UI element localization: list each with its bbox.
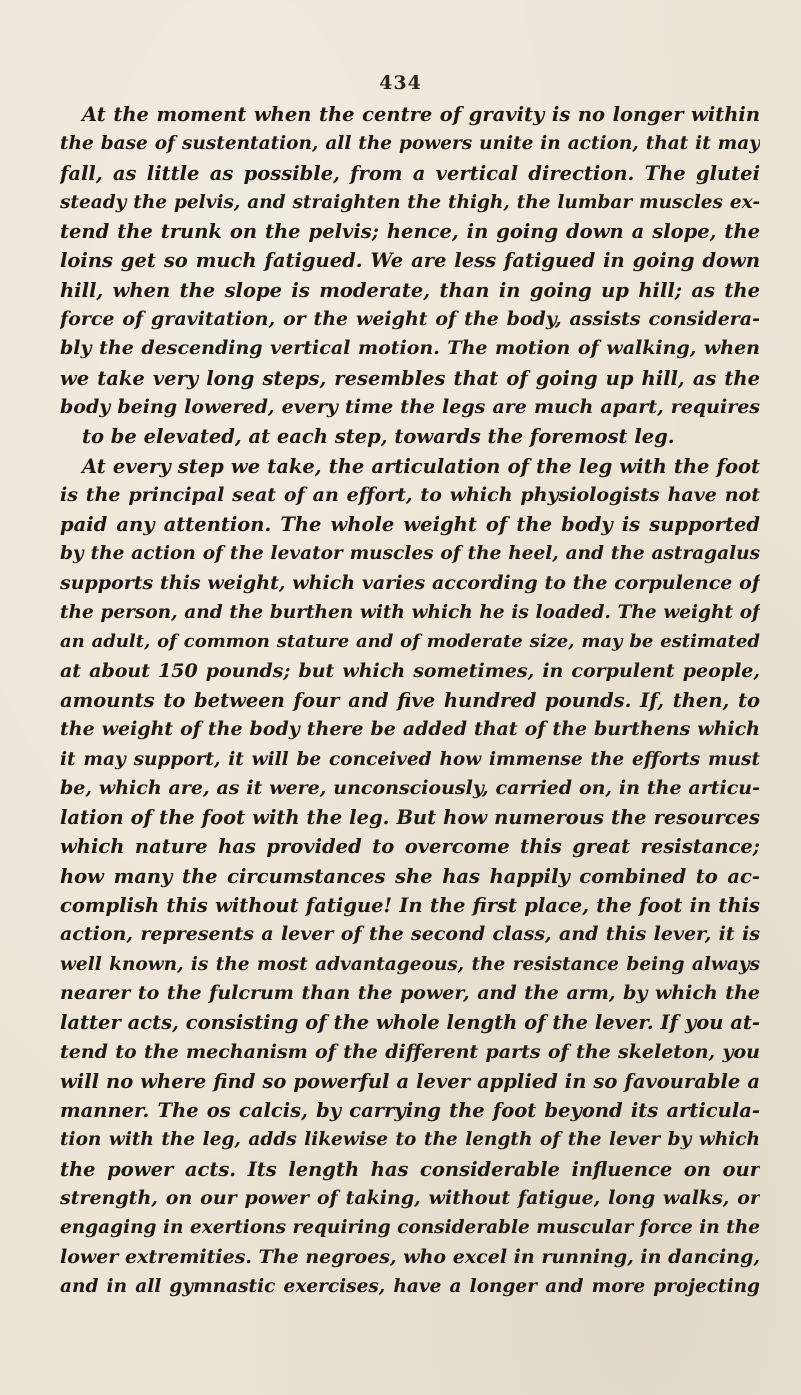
text-line: will no where find so powerful a lever applied in so favourable a	[60, 1069, 760, 1093]
text-line: the base of sustentation, all the powers unite in action, that it may	[60, 133, 760, 155]
text-line: by the action of the levator muscles of the heel, and the astragalus	[60, 543, 760, 565]
text-line: latter acts, consisting of the whole length of the lever. If you at-	[60, 1011, 760, 1035]
text-line: steady the pelvis, and straighten the thigh, the lumbar muscles ex-	[60, 191, 760, 213]
text-line: amounts to between four and five hundred pounds. If, then, to	[60, 688, 760, 712]
text-line: complish this without fatigue! In the first place, the foot in this	[60, 894, 760, 918]
text-line: fall, as little as possible, from a vertical direction. The glutei	[60, 161, 760, 185]
text-line: how many the circumstances she has happily combined to ac-	[60, 864, 760, 888]
text-line: lower extremities. The negroes, who excel in running, in dancing,	[60, 1245, 760, 1268]
text-line: hill, when the slope is moderate, than in going up hill; as the	[60, 278, 760, 302]
text-line: tion with the leg, adds likewise to the length of the lever by which	[60, 1129, 760, 1151]
text-line: lation of the foot with the leg. But how numerous the resources	[60, 806, 760, 830]
text-line: be, which are, as it were, unconsciously, carried on, in the articu-	[60, 776, 760, 799]
text-line: bly the descending vertical motion. The motion of walking, when	[60, 337, 760, 360]
text-line: supports this weight, which varies according to the corpulence of	[60, 571, 760, 594]
text-line: body being lowered, every time the legs are much apart, requires	[60, 395, 760, 418]
text-line: the power acts. Its length has considerable influence on our	[60, 1157, 760, 1181]
text-line: is the principal seat of an effort, to which physiologists have not	[60, 483, 760, 506]
page-number: 434	[379, 72, 422, 94]
text-line: loins get so much fatigued. We are less fatigued in going down	[60, 249, 760, 273]
text-line: paid any attention. The whole weight of the body is supported	[60, 513, 760, 537]
text-line: action, represents a lever of the second class, and this lever, it is	[60, 923, 760, 946]
text-line: nearer to the fulcrum than the power, and the arm, by which the	[60, 981, 760, 1004]
text-line: At every step we take, the articulation of the leg with the foot	[82, 454, 760, 478]
text-line: an adult, of common stature and of moderate size, may be estimated	[60, 631, 760, 653]
text-line: and in all gymnastic exercises, have a longer and more projecting	[60, 1275, 760, 1297]
text-line: to be elevated, at each step, towards the foremost leg.	[82, 425, 675, 449]
text-line: At the moment when the centre of gravity is no longer within	[82, 103, 760, 126]
text-line: engaging in exertions requiring considerable muscular force in the	[60, 1217, 760, 1239]
body-text	[60, 100, 760, 1301]
text-line: well known, is the most advantageous, the resistance being always	[60, 953, 760, 975]
text-line: at about 150 pounds; but which sometimes, in corpulent people,	[60, 659, 760, 682]
text-line: the person, and the burthen with which he is loaded. The weight of	[60, 602, 760, 624]
text-line: tend the trunk on the pelvis; hence, in going down a slope, the	[60, 220, 760, 244]
text-line: the weight of the body there be added that of the burthens which	[60, 718, 760, 741]
text-line: strength, on our power of taking, without fatigue, long walks, or	[60, 1186, 760, 1209]
text-line: it may support, it will be conceived how immense the efforts must	[60, 748, 760, 770]
text-line: we take very long steps, resembles that of going up hill, as the	[60, 366, 760, 390]
text-line: force of gravitation, or the weight of the body, assists considera-	[60, 308, 760, 331]
text-line: which nature has provided to overcome this great resistance;	[60, 835, 760, 859]
text-line: tend to the mechanism of the different parts of the skeleton, you	[60, 1040, 760, 1063]
text-line: manner. The os calcis, by carrying the foot beyond its articula-	[60, 1099, 760, 1123]
